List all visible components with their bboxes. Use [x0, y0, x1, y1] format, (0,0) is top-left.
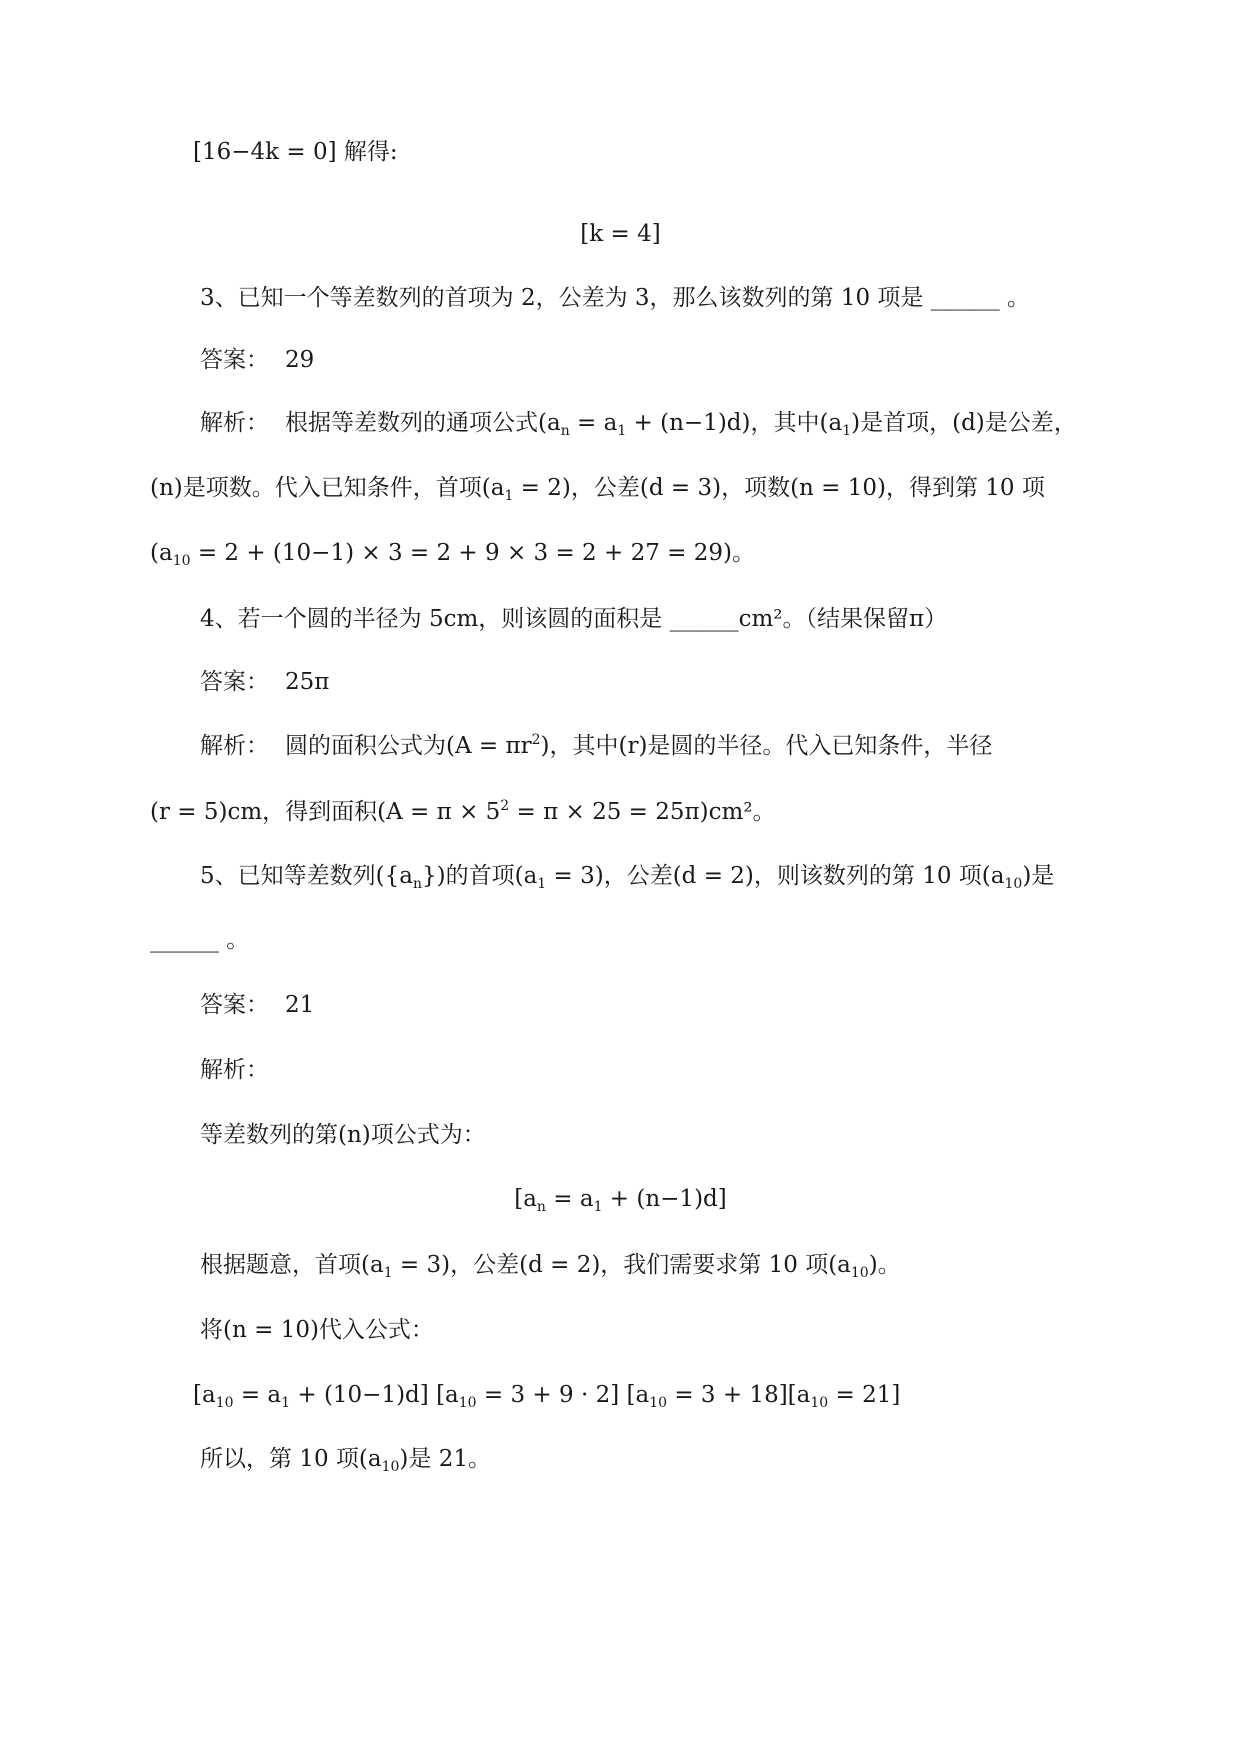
- calculation-steps: $[a_{10} = a_1 + (10-1)d] [a_{10} = 3 + 9 \cdot 2] [a_{10} = 3 + 18][a_{10} = 21]$: [193, 1382, 901, 1411]
- answer-value: 21: [285, 992, 315, 1018]
- given-values: 根据题意，首项$(a_1 = 3)$，公差(d = 2)，我们需要求第 10 项$(a_{10})$。: [200, 1252, 901, 1281]
- explanation-3-line-1: 解析： 根据等差数列的通项公式$(a_n = a_1 + (n-1)d)$，其中$(a_1)$是首项，(d)是公差，: [200, 410, 1077, 439]
- answer-value: 25π: [285, 669, 330, 695]
- final-answer: 所以，第 10 项$(a_{10})$是 21。: [200, 1446, 491, 1475]
- question-5: 5、已知等差数列$(\{a_n\})$的首项$(a_1 = 3)$，公差(d = 2)，则该数列的第 10 项$(a_{10})$是: [200, 863, 1055, 892]
- answer-label: 答案：: [200, 992, 269, 1018]
- explanation-4-line-2: (r = 5)cm，得到面积$(A = \pi \times 5^2 = \pi \times 25 = 25\pi)cm^2$。: [150, 798, 776, 825]
- substitute-line: 将(n = 10)代入公式：: [200, 1317, 434, 1343]
- answer-3: [200, 345, 314, 375]
- answer-5: [200, 990, 314, 1020]
- explanation-4-line-1: 解析： 圆的面积公式为$(A = \pi r^2)$，其中(r)是圆的半径。代入已知条件，半径: [200, 732, 993, 759]
- equation-16-4k: [16−4k = 0] 解得:: [193, 139, 398, 165]
- question-3: 3、已知一个等差数列的首项为 2，公差为 3，那么该数列的第 10 项是 ______ 。: [200, 285, 1031, 311]
- explanation-label: 解析：: [200, 410, 269, 436]
- explanation-3-line-3: $(a_{10} = 2 + (10-1) \times 3 = 2 + 9 \times 3 = 2 + 27 = 29)$。: [150, 540, 755, 569]
- question-5-blank: ______ 。: [150, 927, 250, 953]
- answer-4: [200, 667, 329, 697]
- explanation-3-line-2: (n)是项数。代入已知条件，首项$(a_1 = 2)$，公差(d = 3)，项数(n = 10)，得到第 10 项: [150, 475, 1045, 504]
- equation-k-equals-4: [k = 4]: [580, 221, 661, 247]
- explanation-5-label: 解析：: [200, 1057, 269, 1083]
- question-4: 4、若一个圆的半径为 5cm，则该圆的面积是 ______cm²。（结果保留π）: [200, 606, 948, 632]
- formula-general-term: $[a_n = a_1 + (n-1)d]$: [514, 1186, 727, 1215]
- answer-label: 答案：: [200, 347, 269, 373]
- answer-value: 29: [285, 347, 315, 373]
- explanation-label: 解析：: [200, 733, 269, 759]
- answer-label: 答案：: [200, 669, 269, 695]
- explanation-5-intro: 等差数列的第(n)项公式为：: [200, 1122, 486, 1148]
